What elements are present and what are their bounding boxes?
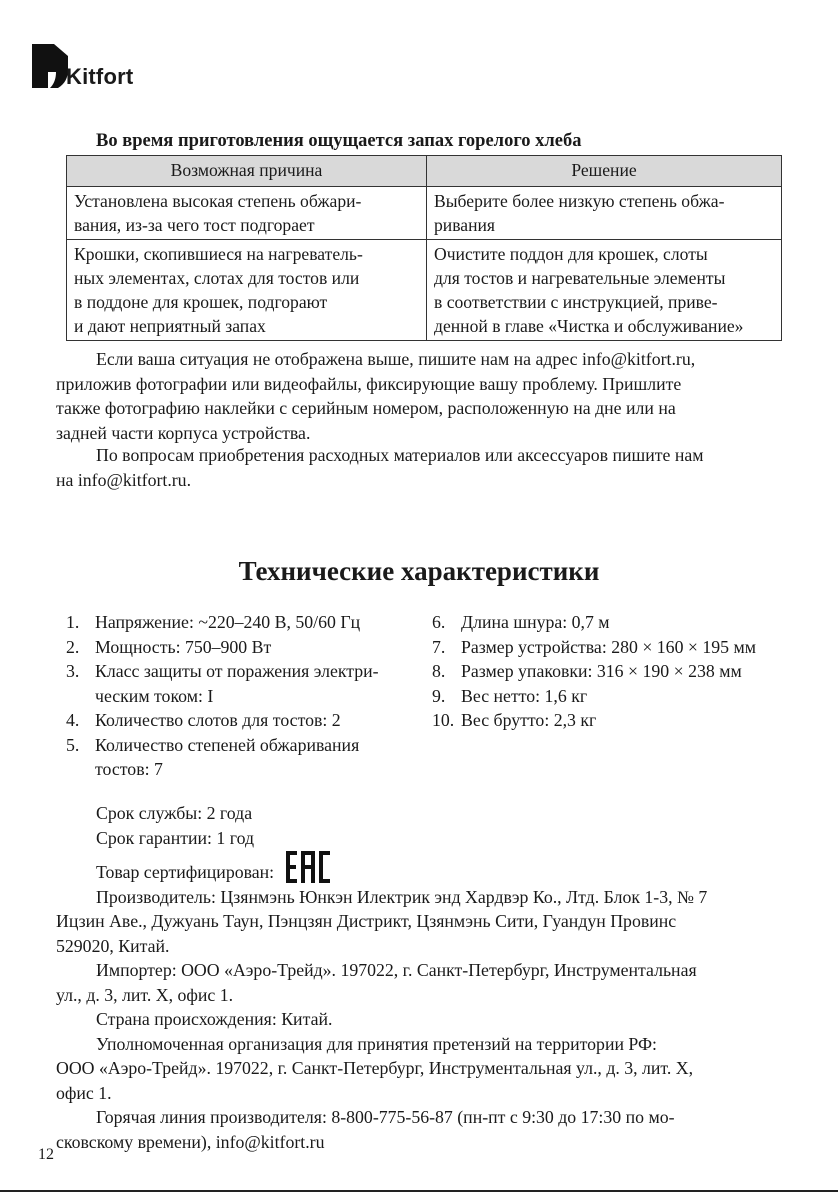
- page-number: 12: [38, 1146, 54, 1163]
- list-item-number: 5.: [66, 734, 80, 755]
- contact-paragraph: [56, 347, 786, 445]
- bottom-rule: [0, 1190, 838, 1192]
- specs-list-left: [66, 610, 426, 782]
- solution-line: в соответствии с инструкцией, приве-: [434, 292, 718, 312]
- paragraph-line: Если ваша ситуация не отображена выше, пишите нам на адрес info@kitfort.ru,: [96, 349, 696, 369]
- list-item: [66, 708, 426, 733]
- kitfort-logo: [32, 42, 162, 102]
- solution-line: для тостов и нагревательные элементы: [434, 268, 726, 288]
- origin-line: Страна происхождения: Китай.: [96, 1009, 333, 1029]
- specs-title: Технические характеристики: [238, 556, 600, 586]
- list-item-text: тостов: 7: [95, 759, 163, 779]
- authorized-line: ООО «Аэро-Трейд». 197022, г. Санкт-Петербург, Инструментальная ул., д. 3, лит. Х,: [56, 1058, 694, 1078]
- list-item: [66, 659, 426, 708]
- accessories-paragraph: [56, 443, 786, 492]
- paragraph-line: По вопросам приобретения расходных материалов или аксессуаров пишите нам: [96, 445, 704, 465]
- paragraph-line: приложив фотографии или видеофайлы, фиксирующие вашу проблему. Пришлите: [56, 373, 682, 394]
- eac-mark-icon: [285, 850, 331, 884]
- cause-line: и дают неприятный запах: [74, 316, 266, 336]
- product-info: [56, 801, 786, 1154]
- solution-line: Выберите более низкую степень обжа-: [434, 191, 725, 211]
- authorized-line: офис 1.: [56, 1082, 112, 1103]
- list-item: [432, 635, 792, 660]
- list-item-text: Длина шнура: 0,7 м: [461, 612, 610, 632]
- solution-line: ривания: [434, 215, 496, 235]
- table-header-row: [67, 156, 782, 187]
- list-item-text: Размер упаковки: 316 × 190 × 238 мм: [461, 661, 742, 681]
- list-item-text: Класс защиты от поражения электри-: [95, 661, 379, 681]
- cause-line: Крошки, скопившиеся на нагреватель-: [74, 244, 363, 264]
- list-item: [432, 659, 792, 684]
- cause-line: вания, из-за чего тост подгорает: [74, 215, 315, 235]
- list-item-text: Вес нетто: 1,6 кг: [461, 685, 588, 706]
- list-item-number: 2.: [66, 636, 80, 657]
- list-item-text: Вес брутто: 2,3 кг: [461, 710, 597, 730]
- list-item-text: Количество степеней обжаривания: [95, 734, 360, 755]
- list-item: [432, 708, 792, 733]
- list-item-number: 3.: [66, 661, 80, 681]
- header-cause: Возможная причина: [67, 156, 427, 187]
- importer-line: ул., д. 3, лит. Х, офис 1.: [56, 984, 234, 1005]
- solution-cell: [427, 240, 782, 341]
- cause-line: в поддоне для крошек, подгорают: [74, 292, 328, 312]
- certified-label: Товар сертифицирован:: [96, 862, 275, 882]
- cause-line: Установлена высокая степень обжари-: [74, 191, 362, 211]
- solution-cell: [427, 187, 782, 240]
- authorized-line: Уполномоченная организация для принятия претензий на территории РФ:: [96, 1033, 658, 1054]
- importer-line: Импортер: ООО «Аэро-Трейд». 197022, г. Санкт-Петербург, Инструментальная: [96, 960, 697, 980]
- list-item-number: 4.: [66, 710, 80, 730]
- cause-line: ных элементах, слотах для тостов или: [74, 268, 360, 288]
- solution-line: денной в главе «Чистка и обслуживание»: [434, 316, 744, 336]
- list-item-number: 1.: [66, 612, 80, 632]
- manufacturer-line: 529020, Китай.: [56, 935, 170, 956]
- list-item-text: Напряжение: ~220–240 В, 50/60 Гц: [95, 612, 361, 632]
- list-item-text: Количество слотов для тостов: 2: [95, 710, 341, 730]
- list-item-number: 7.: [432, 636, 446, 657]
- list-item-number: 6.: [432, 612, 446, 632]
- table-row: [67, 240, 782, 341]
- hotline-line: Горячая линия производителя: 8-800-775-56-87 (пн-пт с 9:30 до 17:30 по мо-: [96, 1107, 675, 1127]
- list-item-text: ческим током: I: [95, 685, 214, 706]
- list-item: [66, 635, 426, 660]
- service-life: Срок службы: 2 года: [96, 803, 253, 823]
- list-item-number: 8.: [432, 661, 446, 681]
- list-item-number: 9.: [432, 685, 446, 706]
- certification-line: [56, 850, 786, 885]
- paragraph-line: также фотографию наклейки с серийным номером, расположенную на дне или на: [56, 398, 676, 418]
- hotline-line: сковскому времени), info@kitfort.ru: [56, 1131, 325, 1152]
- brand-name: Kitfort: [66, 64, 134, 89]
- list-item: [66, 733, 426, 782]
- troubleshooting-title: Во время приготовления ощущается запах горелого хлеба: [96, 131, 582, 151]
- specs-list-right: [432, 610, 792, 733]
- list-item: [66, 610, 426, 635]
- list-item-text: Размер устройства: 280 × 160 × 195 мм: [461, 636, 757, 657]
- paragraph-line: задней части корпуса устройства.: [56, 422, 311, 443]
- warranty: Срок гарантии: 1 год: [96, 827, 255, 848]
- list-item: [432, 610, 792, 635]
- solution-line: Очистите поддон для крошек, слоты: [434, 244, 708, 264]
- cause-cell: [67, 240, 427, 341]
- list-item-text: Мощность: 750–900 Вт: [95, 636, 272, 657]
- manufacturer-line: Ицзин Аве., Дужуань Таун, Пэнцзян Дистрикт, Цзянмэнь Сити, Гуандун Провинс: [56, 911, 677, 931]
- list-item-number: 10.: [432, 710, 455, 730]
- list-item: [432, 684, 792, 709]
- paragraph-line: на info@kitfort.ru.: [56, 469, 192, 490]
- cause-cell: [67, 187, 427, 240]
- troubleshooting-table: [66, 155, 782, 341]
- table-row: [67, 187, 782, 240]
- manufacturer-line: Производитель: Цзянмэнь Юнкэн Илектрик энд Хардвэр Ко., Лтд. Блок 1-3, № 7: [96, 886, 708, 907]
- header-solution: Решение: [427, 156, 782, 187]
